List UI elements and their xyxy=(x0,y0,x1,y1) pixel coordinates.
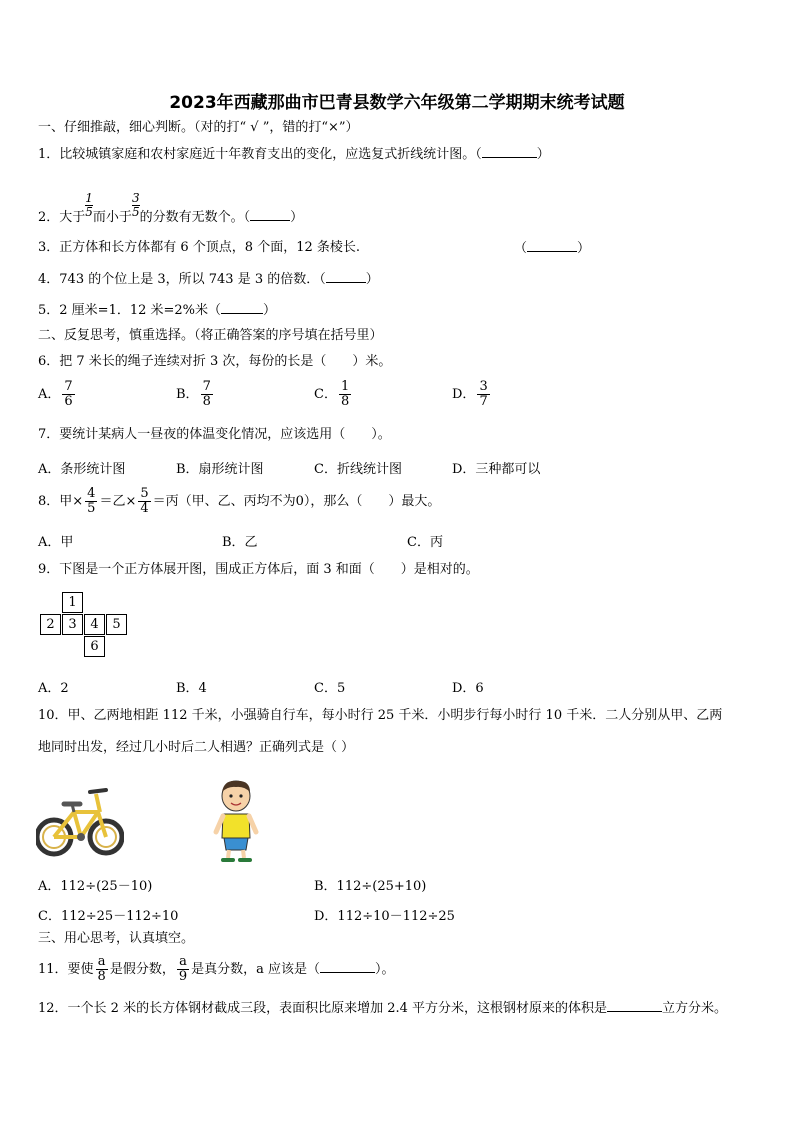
section-3-heading: 三、用心思考，认真填空。 xyxy=(38,931,195,946)
question-4-text: 4．743 的个位上是 3，所以 743 是 3 的倍数．（ xyxy=(38,272,326,287)
answer-blank-4[interactable] xyxy=(326,271,366,283)
q10-option-a[interactable]: A．112÷(25－10) xyxy=(38,879,153,894)
q8-option-c[interactable]: C．丙 xyxy=(407,535,443,550)
q9-option-c[interactable]: C．5 xyxy=(314,681,346,696)
question-2 xyxy=(38,191,304,231)
question-2-text-a: 2．大于 xyxy=(38,210,86,225)
page-title: 2023年西藏那曲市巴青县数学六年级第二学期期末统考试题 xyxy=(169,93,625,113)
question-1-end: ） xyxy=(536,147,550,162)
q10-option-c[interactable]: C．112÷25－112÷10 xyxy=(38,909,179,924)
question-3-answer: （ ） xyxy=(514,241,591,256)
bicycle-icon xyxy=(36,782,124,862)
question-1 xyxy=(38,146,550,163)
q8-option-b[interactable]: B．乙 xyxy=(222,535,258,550)
q6-option-d[interactable]: D． $\frac{3}{7}$ xyxy=(452,379,488,409)
answer-blank-3[interactable] xyxy=(527,240,577,252)
q7-option-a[interactable]: A．条形统计图 xyxy=(38,462,126,477)
q10-option-b[interactable]: B．112÷(25+10) xyxy=(314,879,427,894)
q9-option-a[interactable]: A．2 xyxy=(38,681,69,696)
question-2-text-c: 的分数有无数个。（ xyxy=(139,210,251,225)
boy-walking-icon xyxy=(212,780,262,864)
question-4: 4．743 的个位上是 3，所以 743 是 3 的倍数．（ ） xyxy=(38,272,379,287)
question-10-line-1: 10．甲、乙两地相距 112 千米，小强骑自行车，每小时行 25 千米．小明步行每小时行 10 千米．二人分别从甲、乙两 xyxy=(38,708,723,723)
question-11: 11．要使 $\frac{a}{8}$ 是假分数， $\frac{a}{9}$ 是真分数，a 应该是（ ）。 xyxy=(38,954,395,984)
fraction-a-over-8: $\frac{a}{8}$ xyxy=(97,954,106,984)
q6-option-a[interactable]: A． $\frac{7}{6}$ xyxy=(38,379,73,409)
question-9: 9．下图是一个正方体展开图，围成正方体后，面 3 和面（ ）是相对的。 xyxy=(38,562,479,577)
question-6: 6．把 7 米长的绳子连续对折 3 次，每份的长是（ ）米。 xyxy=(38,354,392,369)
question-3-text: 3．正方体和长方体都有 6 个顶点，8 个面，12 条棱长. xyxy=(38,240,361,255)
question-7: 7．要统计某病人一昼夜的体温变化情况，应该选用（ ）。 xyxy=(38,427,391,442)
question-10-line-2: 地同时出发，经过几小时后二人相遇？正确列式是（ ） xyxy=(38,740,355,755)
fraction-five-fourths: $\frac{5}{4}$ xyxy=(140,486,149,516)
fraction-three-fifths: $\frac{3}{5}$ xyxy=(131,191,140,219)
question-2-end: ） xyxy=(290,210,304,225)
net-face-5: 5 xyxy=(106,614,127,635)
net-face-2: 2 xyxy=(40,614,61,635)
net-face-1: 1 xyxy=(62,592,83,613)
section-1-heading: 一、仔细推敲，细心判断。（对的打“ √ ”，错的打“×”） xyxy=(38,120,359,135)
q6-option-b[interactable]: B． $\frac{7}{8}$ xyxy=(176,379,211,409)
answer-blank-12[interactable] xyxy=(607,1000,662,1012)
net-face-3: 3 xyxy=(62,614,83,635)
question-2-text-b: 而小于 xyxy=(92,210,132,225)
answer-blank-2[interactable] xyxy=(250,209,290,221)
section-2-heading: 二、反复思考，慎重选择。（将正确答案的序号填在括号里） xyxy=(38,328,383,343)
fraction-a-over-9: $\frac{a}{9}$ xyxy=(178,954,188,984)
question-12: 12．一个长 2 米的长方体钢材截成三段，表面积比原来增加 2.4 平方分米，这根钢材原来的体积是 立方分米。 xyxy=(38,1001,728,1016)
q7-option-d[interactable]: D．三种都可以 xyxy=(452,462,541,477)
fraction-one-fifth: $\frac{1}{5}$ xyxy=(85,191,93,219)
q7-option-b[interactable]: B．扇形统计图 xyxy=(176,462,264,477)
answer-blank-5[interactable] xyxy=(221,302,263,314)
net-face-4: 4 xyxy=(84,614,105,635)
q6-option-c[interactable]: C． $\frac{1}{8}$ xyxy=(314,379,350,409)
question-1-text: 1．比较城镇家庭和农村家庭近十年教育支出的变化，应选复式折线统计图。（ xyxy=(38,147,482,162)
question-5: 5．2 厘米=1．12 米=2%米（ ） xyxy=(38,303,277,318)
answer-blank-11[interactable] xyxy=(320,961,375,973)
q10-option-d[interactable]: D．112÷10－112÷25 xyxy=(314,909,455,924)
question-8: 8．甲× $\frac{4}{5}$ ＝乙× $\frac{5}{4}$ ＝丙（甲、乙、丙均不为0），那么（ ）最大。 xyxy=(38,486,441,516)
q8-option-a[interactable]: A．甲 xyxy=(38,535,74,550)
q9-option-d[interactable]: D．6 xyxy=(452,681,484,696)
fraction-four-fifths: $\frac{4}{5}$ xyxy=(87,486,96,516)
net-face-6: 6 xyxy=(84,636,105,657)
answer-blank-1[interactable] xyxy=(482,146,537,158)
question-5-text: 5．2 厘米=1．12 米=2%米（ xyxy=(38,303,222,318)
q7-option-c[interactable]: C．折线统计图 xyxy=(314,462,402,477)
q9-option-b[interactable]: B．4 xyxy=(176,681,207,696)
question-3 xyxy=(38,240,360,256)
